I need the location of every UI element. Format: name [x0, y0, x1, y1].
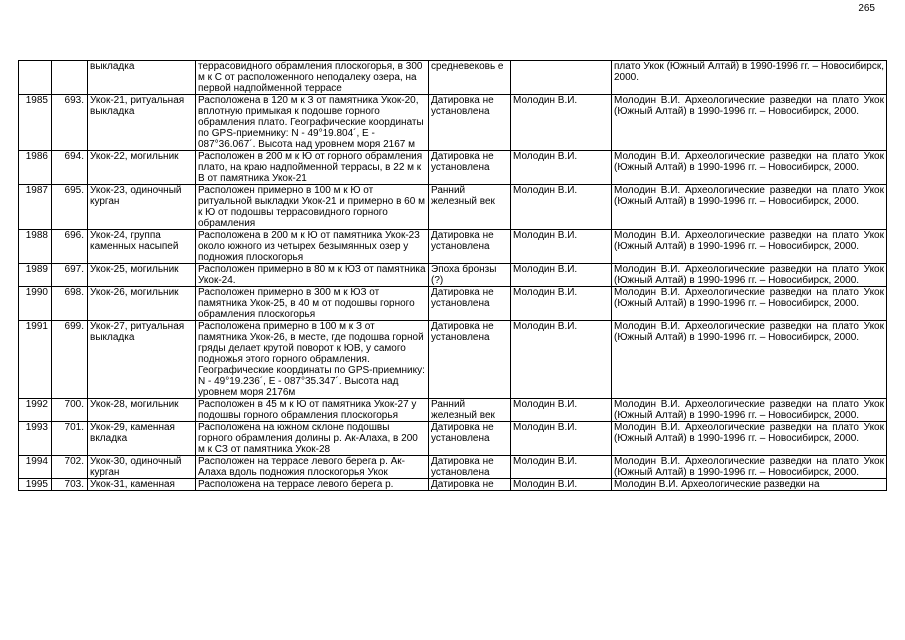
table-row	[19, 287, 887, 321]
location-cell: Расположен примерно в 80 м к ЮЗ от памятника Укок-24.	[196, 264, 429, 287]
dating-cell: Датировка не установлена	[429, 95, 511, 151]
dating-cell: Датировка не установлена	[429, 321, 511, 399]
dating-cell: Датировка не установлена	[429, 151, 511, 185]
item-number-cell: 702.	[52, 456, 88, 479]
monument-name-cell: Укок-28, могильник	[88, 399, 196, 422]
monument-name-cell: Укок-24, группа каменных насыпей	[88, 230, 196, 264]
table-row	[19, 264, 887, 287]
author-cell: Молодин В.И.	[511, 185, 612, 230]
monument-name-cell: выкладка	[88, 61, 196, 95]
location-cell: Расположена в 120 м к З от памятника Укок-20, вплотную примыкая к подошве горного обрамления плато. Географические координаты по GPS-приемнику: N - 49°19.804´, E - 087°36.067´. Высота над уровнем моря 2167 м	[196, 95, 429, 151]
location-cell: Расположен на террасе левого берега р. Ак-Алаха вдоль подножия плоскогорья Укок	[196, 456, 429, 479]
registry-number-cell: 1993	[19, 422, 52, 456]
author-cell: Молодин В.И.	[511, 151, 612, 185]
monument-name-cell: Укок-21, ритуальная выкладка	[88, 95, 196, 151]
table-body	[19, 61, 887, 491]
author-cell: Молодин В.И.	[511, 399, 612, 422]
source-cell: Молодин В.И. Археологические разведки на плато Укок (Южный Алтай) в 1990-1996 гг. – Новосибирск, 2000.	[612, 230, 887, 264]
table-row	[19, 151, 887, 185]
table-row	[19, 61, 887, 95]
location-cell: Расположена примерно в 100 м к З от памятника Укок-26, в месте, где подошва горной гряды делает крутой поворот к ЮВ, у самого подножья этого горного обрамления. Географические координаты по GPS-приемнику: N - 49°19.236´, E - 087°35.347´. Высота над уровнем моря 2176м	[196, 321, 429, 399]
item-number-cell: 696.	[52, 230, 88, 264]
registry-number-cell: 1992	[19, 399, 52, 422]
author-cell: Молодин В.И.	[511, 479, 612, 491]
registry-number-cell: 1991	[19, 321, 52, 399]
table-row	[19, 422, 887, 456]
table-row	[19, 321, 887, 399]
item-number-cell: 700.	[52, 399, 88, 422]
source-cell: Молодин В.И. Археологические разведки на плато Укок (Южный Алтай) в 1990-1996 гг. – Новосибирск, 2000.	[612, 399, 887, 422]
monument-name-cell: Укок-22, могильник	[88, 151, 196, 185]
monument-name-cell: Укок-26, могильник	[88, 287, 196, 321]
dating-cell: Датировка не установлена	[429, 287, 511, 321]
source-cell: плато Укок (Южный Алтай) в 1990-1996 гг. – Новосибирск, 2000.	[612, 61, 887, 95]
monument-name-cell: Укок-27, ритуальная выкладка	[88, 321, 196, 399]
registry-number-cell: 1989	[19, 264, 52, 287]
registry-number-cell: 1986	[19, 151, 52, 185]
dating-cell: Датировка не установлена	[429, 456, 511, 479]
source-cell: Молодин В.И. Археологические разведки на плато Укок (Южный Алтай) в 1990-1996 гг. – Новосибирск, 2000.	[612, 185, 887, 230]
monuments-table	[18, 60, 887, 491]
monument-name-cell: Укок-25, могильник	[88, 264, 196, 287]
dating-cell: Ранний железный век	[429, 399, 511, 422]
author-cell: Молодин В.И.	[511, 321, 612, 399]
dating-cell: Датировка не	[429, 479, 511, 491]
registry-number-cell: 1987	[19, 185, 52, 230]
item-number-cell	[52, 61, 88, 95]
source-cell: Молодин В.И. Археологические разведки на плато Укок (Южный Алтай) в 1990-1996 гг. – Новосибирск, 2000.	[612, 151, 887, 185]
dating-cell: Датировка не установлена	[429, 422, 511, 456]
location-cell: террасовидного обрамления плоскогорья, в 300 м к С от расположенного неподалеку озера, на первой надпойменной террасе	[196, 61, 429, 95]
dating-cell: Эпоха бронзы (?)	[429, 264, 511, 287]
page-number: 265	[858, 3, 875, 14]
source-cell: Молодин В.И. Археологические разведки на	[612, 479, 887, 491]
item-number-cell: 703.	[52, 479, 88, 491]
author-cell: Молодин В.И.	[511, 264, 612, 287]
monument-name-cell: Укок-23, одиночный курган	[88, 185, 196, 230]
author-cell: Молодин В.И.	[511, 422, 612, 456]
author-cell: Молодин В.И.	[511, 287, 612, 321]
author-cell: Молодин В.И.	[511, 95, 612, 151]
registry-number-cell	[19, 61, 52, 95]
source-cell: Молодин В.И. Археологические разведки на плато Укок (Южный Алтай) в 1990-1996 гг. – Новосибирск, 2000.	[612, 264, 887, 287]
location-cell: Расположен в 45 м к Ю от памятника Укок-27 у подошвы горного обрамления плоскогорья	[196, 399, 429, 422]
author-cell: Молодин В.И.	[511, 230, 612, 264]
item-number-cell: 695.	[52, 185, 88, 230]
source-cell: Молодин В.И. Археологические разведки на плато Укок (Южный Алтай) в 1990-1996 гг. – Новосибирск, 2000.	[612, 422, 887, 456]
monument-name-cell: Укок-29, каменная вкладка	[88, 422, 196, 456]
location-cell: Расположена в 200 м к Ю от памятника Укок-23 около южного из четырех безымянных озер у подножия плоскогорья	[196, 230, 429, 264]
registry-number-cell: 1994	[19, 456, 52, 479]
dating-cell: Датировка не установлена	[429, 230, 511, 264]
author-cell: Молодин В.И.	[511, 456, 612, 479]
location-cell: Расположена на южном склоне подошвы горного обрамления долины р. Ак-Алаха, в 200 м к СЗ от памятника Укок-28	[196, 422, 429, 456]
item-number-cell: 697.	[52, 264, 88, 287]
item-number-cell: 699.	[52, 321, 88, 399]
location-cell: Расположен примерно в 300 м к ЮЗ от памятника Укок-25, в 40 м от подошвы горного обрамления плоскогорья	[196, 287, 429, 321]
registry-number-cell: 1985	[19, 95, 52, 151]
author-cell	[511, 61, 612, 95]
source-cell: Молодин В.И. Археологические разведки на плато Укок (Южный Алтай) в 1990-1996 гг. – Новосибирск, 2000.	[612, 95, 887, 151]
table-row	[19, 479, 887, 491]
table-row	[19, 95, 887, 151]
location-cell: Расположена на террасе левого берега р.	[196, 479, 429, 491]
registry-number-cell: 1995	[19, 479, 52, 491]
monument-name-cell: Укок-31, каменная	[88, 479, 196, 491]
table-row	[19, 230, 887, 264]
location-cell: Расположен примерно в 100 м к Ю от ритуальной выкладки Укок-21 и примерно в 60 м к Ю от подошвы террасовидного горного обрамления	[196, 185, 429, 230]
location-cell: Расположен в 200 м к Ю от горного обрамления плато, на краю надпойменной террасы, в 22 м к В от памятника Укок-21	[196, 151, 429, 185]
item-number-cell: 693.	[52, 95, 88, 151]
table-row	[19, 185, 887, 230]
source-cell: Молодин В.И. Археологические разведки на плато Укок (Южный Алтай) в 1990-1996 гг. – Новосибирск, 2000.	[612, 287, 887, 321]
registry-number-cell: 1988	[19, 230, 52, 264]
table-row	[19, 456, 887, 479]
table-row	[19, 399, 887, 422]
item-number-cell: 694.	[52, 151, 88, 185]
monument-name-cell: Укок-30, одиночный курган	[88, 456, 196, 479]
dating-cell: Ранний железный век	[429, 185, 511, 230]
dating-cell: средневековь е	[429, 61, 511, 95]
source-cell: Молодин В.И. Археологические разведки на плато Укок (Южный Алтай) в 1990-1996 гг. – Новосибирск, 2000.	[612, 456, 887, 479]
item-number-cell: 698.	[52, 287, 88, 321]
item-number-cell: 701.	[52, 422, 88, 456]
source-cell: Молодин В.И. Археологические разведки на плато Укок (Южный Алтай) в 1990-1996 гг. – Новосибирск, 2000.	[612, 321, 887, 399]
registry-number-cell: 1990	[19, 287, 52, 321]
